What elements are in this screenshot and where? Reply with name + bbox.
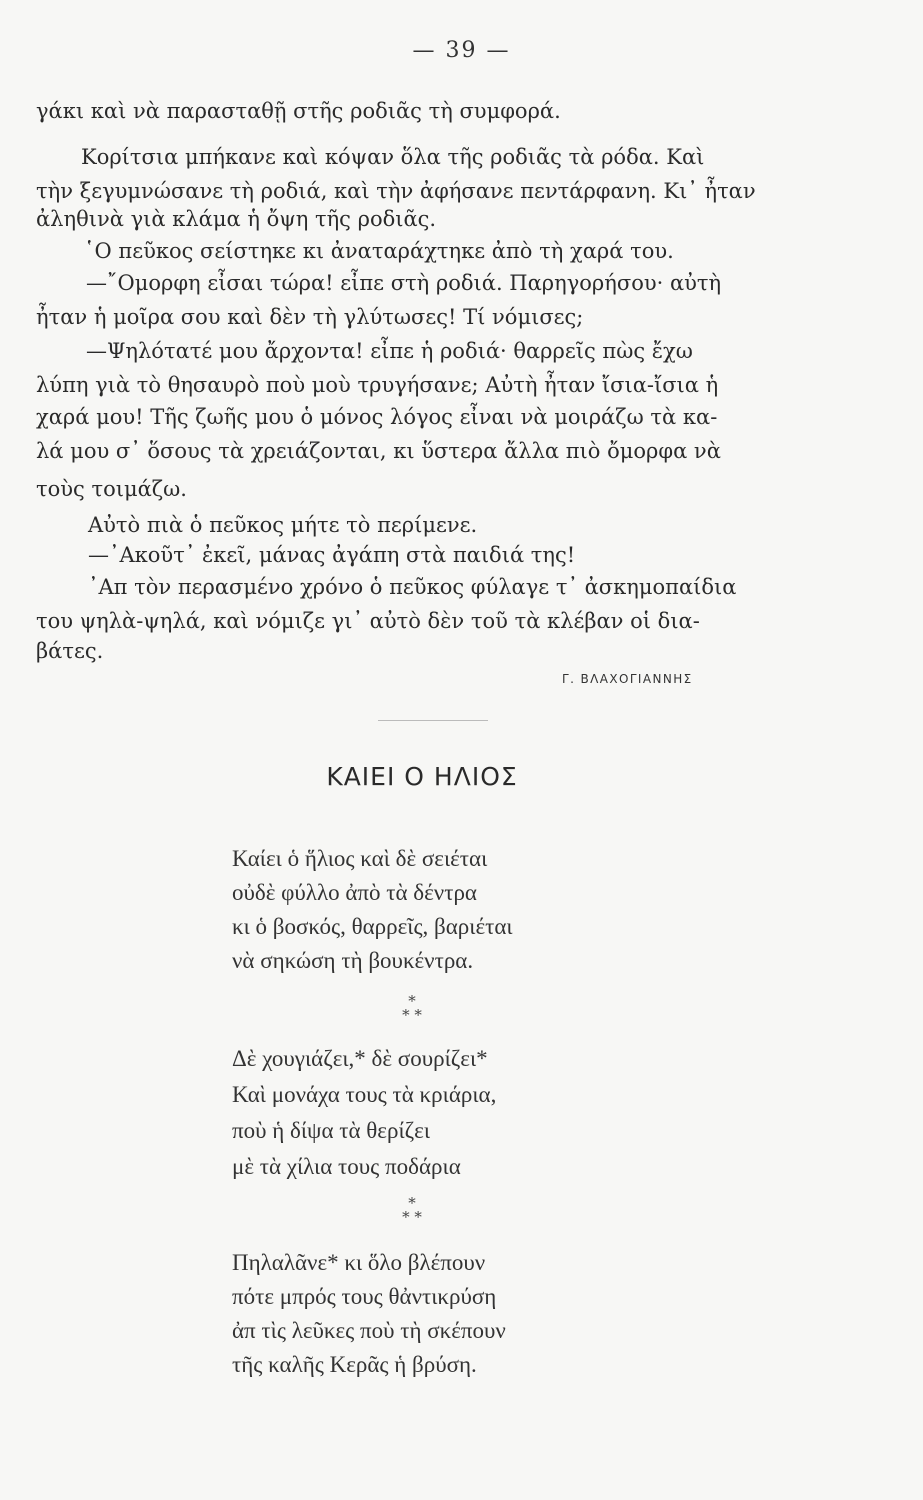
prose-line: γάκι καὶ νὰ παρασταθῇ στῆς ροδιᾶς τὴ συμφορά.	[36, 99, 561, 123]
prose-line: —Ψηλότατέ μου ἄρχοντα! εἶπε ἡ ροδιά· θαρρεῖς πὼς ἔχω	[86, 339, 693, 363]
prose-line: λά μου σ᾽ ὅσους τὰ χρειάζονται, κι ὕστερα ἄλλα πιὸ ὄμορφα νὰ	[36, 439, 721, 463]
asterism-bottom: * *	[402, 1006, 422, 1024]
poem-line: Καὶ μονάχα τους τὰ κριάρια,	[232, 1082, 497, 1107]
poem-title: ΚΑΙΕΙ Ο ΗΛΙΟΣ	[326, 762, 518, 791]
prose-line: Κορίτσια μπήκανε καὶ κόψαν ὅλα τῆς ροδιᾶς τὰ ρόδα. Καὶ	[81, 145, 705, 169]
prose-line: ἀληθινὰ γιὰ κλάμα ἡ ὄψη τῆς ροδιᾶς.	[36, 207, 437, 231]
prose-line: Αὐτὸ πιὰ ὁ πεῦκος μήτε τὸ περίμενε.	[88, 513, 478, 537]
prose-line: χαρά μου! Τῆς ζωῆς μου ὁ μόνος λόγος εἶναι νὰ μοιράζω τὰ κα-	[36, 405, 718, 429]
poem-line: Καίει ὁ ἥλιος καὶ δὲ σειέται	[232, 846, 488, 871]
prose-line: του ψηλὰ-ψηλά, καὶ νόμιζε γι᾽ αὐτὸ δὲν τοῦ τὰ κλέβαν οἱ δια-	[36, 609, 700, 633]
prose-line: —᾽Ακοῦτ᾽ ἐκεῖ, μάνας ἀγάπη στὰ παιδιά της!	[88, 543, 576, 567]
poem-line: μὲ τὰ χίλια τους ποδάρια	[232, 1154, 461, 1179]
asterism-top: *	[408, 1194, 416, 1212]
prose-line: ῾Ο πεῦκος σείστηκε κι ἀναταράχτηκε ἀπὸ τὴ χαρά του.	[84, 239, 674, 263]
poem-line: νὰ σηκώση τὴ βουκέντρα.	[232, 948, 474, 973]
prose-line: —῎Ομορφη εἶσαι τώρα! εἶπε στὴ ροδιά. Παρηγορήσου· αὐτὴ	[86, 271, 722, 295]
prose-line: τὴν ξεγυμνώσανε τὴ ροδιά, καὶ τὴν ἀφήσανε πεντάρφανη. Κι᾽ ἦταν	[36, 179, 756, 203]
divider	[378, 720, 488, 721]
prose-line: τοὺς τοιμάζω.	[36, 477, 187, 501]
poem-line: κι ὁ βοσκός, θαρρεῖς, βαριέται	[232, 914, 513, 939]
poem-line: πότε μπρός τους θἀντικρύση	[232, 1284, 497, 1309]
page-number: — 39 —	[412, 38, 511, 63]
author-signature: Γ. ΒΛΑΧΟΓΙΑΝΝΗΣ	[562, 672, 693, 686]
asterism-top: *	[408, 992, 416, 1010]
poem-line: οὐδὲ φύλλο ἀπὸ τὰ δέντρα	[232, 880, 477, 905]
prose-line: ᾽Απ τὸν περασμένο χρόνο ὁ πεῦκος φύλαγε τ᾽ ἀσκημοπαίδια	[88, 575, 737, 599]
poem-line: Πηλαλᾶνε* κι ὅλο βλέπουν	[232, 1250, 486, 1275]
prose-line: ἦταν ἡ μοῖρα σου καὶ δὲν τὴ γλύτωσες! Τί νόμισες;	[36, 305, 584, 329]
poem-line: ἀπ τὶς λεῦκες ποὺ τὴ σκέπουν	[232, 1318, 506, 1343]
poem-line: τῆς καλῆς Κερᾶς ἡ βρύση.	[232, 1352, 477, 1377]
poem-line: Δὲ χουγιάζει,* δὲ σουρίζει*	[232, 1046, 488, 1071]
prose-line: λύπη γιὰ τὸ θησαυρὸ ποὺ μοὺ τρυγήσανε; Αὐτὴ ἦταν ἴσια-ἴσια ἡ	[36, 373, 719, 397]
asterism-bottom: * *	[402, 1208, 422, 1226]
poem-line: ποὺ ἡ δίψα τὰ θερίζει	[232, 1118, 431, 1143]
prose-line: βάτες.	[36, 639, 104, 663]
